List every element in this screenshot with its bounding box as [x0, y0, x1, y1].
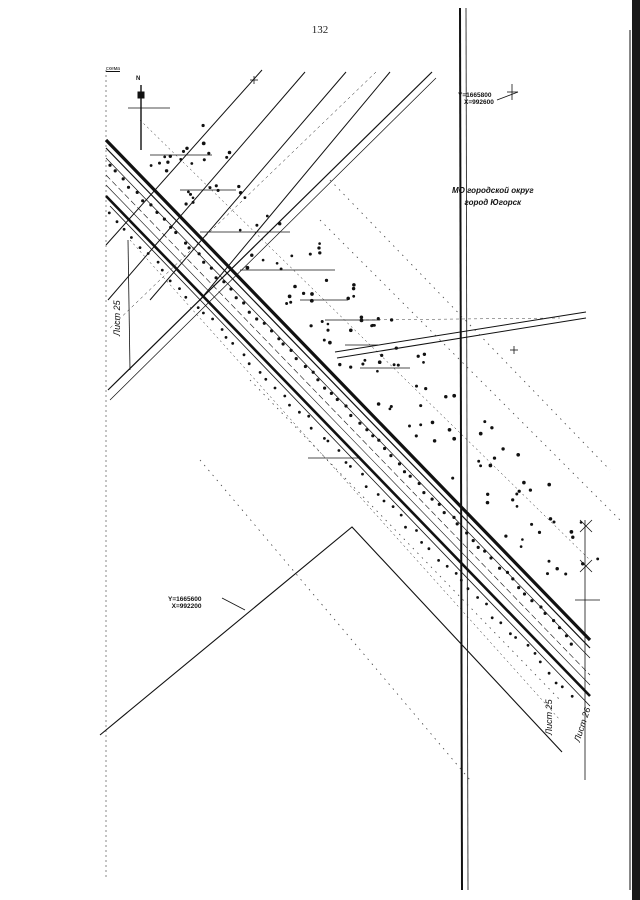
survey-point [243, 196, 246, 199]
survey-point [203, 158, 206, 161]
survey-point [428, 547, 431, 550]
survey-point [345, 461, 348, 464]
grid-ticks [250, 76, 592, 572]
survey-point [415, 385, 418, 388]
survey-point [437, 559, 440, 562]
survey-point [338, 363, 341, 366]
survey-point [141, 199, 144, 202]
survey-point [358, 422, 361, 425]
coordinate-y: Y=1665800 [458, 92, 492, 99]
survey-point [467, 587, 470, 590]
survey-point [527, 644, 530, 647]
survey-point [448, 428, 452, 432]
survey-point [116, 220, 119, 223]
survey-point [498, 567, 501, 570]
survey-point [114, 169, 117, 172]
survey-point [571, 695, 574, 698]
survey-point [486, 501, 490, 505]
survey-point [418, 482, 421, 485]
survey-point [310, 292, 314, 296]
survey-point [419, 404, 422, 407]
survey-point [360, 319, 364, 323]
survey-point [222, 280, 225, 283]
survey-point [327, 323, 330, 326]
survey-point [409, 475, 412, 478]
survey-point [451, 477, 454, 480]
survey-point [514, 636, 517, 639]
survey-point [274, 387, 277, 390]
survey-point [423, 353, 426, 356]
survey-point [277, 337, 280, 340]
survey-point [520, 545, 523, 548]
survey-point [210, 267, 213, 270]
survey-point [570, 530, 574, 534]
survey-point [383, 500, 386, 503]
survey-point [163, 218, 166, 221]
survey-point [346, 297, 350, 301]
survey-point [571, 536, 574, 539]
survey-point [255, 224, 258, 227]
survey-point [290, 255, 293, 258]
survey-point [127, 186, 130, 189]
survey-point [565, 634, 568, 637]
survey-point [302, 292, 305, 295]
survey-point [344, 404, 347, 407]
survey-point [198, 252, 201, 255]
survey-point [404, 526, 407, 529]
survey-point [288, 295, 292, 299]
survey-point [239, 229, 242, 232]
survey-point [433, 439, 436, 442]
survey-point [489, 464, 493, 468]
survey-point [476, 596, 479, 599]
survey-point [189, 193, 192, 196]
survey-point [393, 363, 396, 366]
survey-point [318, 251, 321, 254]
survey-point [139, 246, 142, 249]
survey-point [316, 378, 319, 381]
survey-point [377, 493, 380, 496]
survey-point [548, 672, 551, 675]
survey-point [377, 317, 380, 320]
survey-point [263, 322, 266, 325]
survey-point [504, 534, 507, 537]
survey-point [555, 682, 558, 685]
survey-point [570, 643, 573, 646]
survey-point [225, 156, 228, 159]
survey-point [349, 328, 353, 332]
survey-point [280, 267, 283, 270]
survey-point [246, 266, 250, 270]
survey-point [479, 464, 482, 467]
survey-point [239, 191, 242, 194]
survey-point [165, 169, 168, 172]
survey-point [182, 150, 185, 153]
survey-point [417, 355, 420, 358]
survey-point [298, 411, 301, 414]
survey-point [389, 454, 392, 457]
survey-point [424, 387, 427, 390]
survey-point [547, 483, 551, 487]
survey-point [530, 523, 533, 526]
survey-point [207, 152, 210, 155]
survey-point [511, 498, 514, 501]
coordinate-x: X=992200 [171, 603, 202, 610]
survey-point [486, 493, 489, 496]
survey-point [398, 462, 401, 465]
survey-point [185, 147, 188, 150]
survey-point [349, 366, 352, 369]
survey-point [318, 242, 321, 245]
survey-point [187, 191, 190, 194]
survey-point [147, 252, 150, 255]
survey-point [380, 354, 383, 357]
survey-point [243, 353, 246, 356]
callout-leaders [128, 108, 410, 458]
survey-point [516, 505, 519, 508]
survey-point [596, 557, 599, 560]
survey-point [323, 437, 326, 440]
survey-point [270, 329, 273, 332]
survey-point [400, 514, 403, 517]
survey-point [310, 427, 313, 430]
survey-point [529, 488, 532, 491]
survey-point [552, 520, 555, 523]
survey-point [282, 342, 285, 345]
survey-point [136, 191, 139, 194]
survey-point [163, 156, 166, 159]
survey-point [552, 619, 555, 622]
survey-point [431, 498, 434, 501]
sheet-label-right: Лист 26 [572, 706, 593, 744]
survey-point [228, 151, 232, 155]
survey-point [493, 456, 496, 459]
survey-point [549, 517, 552, 520]
survey-point [312, 371, 315, 374]
survey-point [509, 632, 512, 635]
survey-point [192, 201, 195, 204]
survey-point [465, 531, 468, 534]
survey-point [184, 242, 187, 245]
survey-point [197, 306, 200, 309]
coordinate-leaders [222, 84, 518, 610]
survey-point [456, 522, 459, 525]
frame-lines [106, 8, 630, 890]
survey-point [192, 196, 195, 199]
survey-point [521, 538, 524, 541]
survey-point [338, 449, 341, 452]
coordinate-southwest [168, 596, 201, 610]
survey-point [169, 280, 172, 283]
survey-point [215, 276, 218, 279]
survey-point [523, 592, 526, 595]
survey-point [506, 571, 509, 574]
survey-point [158, 162, 161, 165]
survey-point [209, 186, 212, 189]
survey-point [376, 370, 379, 373]
scan-edge [632, 0, 640, 900]
survey-point [295, 357, 298, 360]
survey-point [483, 420, 486, 423]
survey-point [489, 556, 492, 559]
survey-point [202, 142, 206, 146]
survey-point [123, 228, 126, 231]
survey-point [278, 222, 281, 225]
survey-point [515, 493, 518, 496]
road-corridor [106, 120, 590, 720]
survey-point [310, 299, 314, 303]
survey-point [564, 572, 567, 575]
survey-point [188, 246, 191, 249]
survey-point [201, 124, 204, 127]
survey-point [538, 531, 541, 534]
survey-point [479, 432, 483, 436]
survey-point [365, 485, 368, 488]
survey-point [323, 339, 326, 342]
coordinate-northeast [458, 92, 494, 106]
survey-point [548, 560, 551, 563]
survey-point [499, 621, 502, 624]
survey-point [166, 161, 169, 164]
survey-point [307, 415, 310, 418]
survey-point [419, 423, 422, 426]
survey-point [293, 285, 297, 289]
survey-point [352, 295, 355, 298]
survey-point [438, 503, 441, 506]
survey-point [472, 539, 475, 542]
survey-point [122, 177, 125, 180]
municipality-label [452, 185, 534, 209]
survey-point [262, 259, 265, 262]
survey-point [157, 261, 160, 264]
survey-point [178, 287, 181, 290]
survey-point [444, 395, 447, 398]
municipality-line-1: МО городской округ [452, 186, 534, 195]
survey-point [452, 437, 456, 441]
survey-point [309, 253, 312, 256]
survey-point [108, 164, 111, 167]
survey-point [485, 603, 488, 606]
survey-point [517, 586, 520, 589]
survey-point [202, 312, 205, 315]
survey-point [235, 296, 238, 299]
survey-point [361, 473, 364, 476]
survey-point [149, 203, 152, 206]
municipality-line-2: город Югорск [464, 198, 522, 207]
sheet-label-bottom: Лист 25 [544, 699, 554, 735]
survey-point [390, 405, 393, 408]
stamp-label: схема [106, 66, 120, 72]
triangle-boundary [100, 527, 562, 752]
survey-point [377, 439, 380, 442]
survey-point [289, 301, 292, 304]
survey-point [390, 318, 393, 321]
survey-point [561, 685, 564, 688]
survey-point [288, 404, 291, 407]
survey-point [377, 402, 381, 406]
survey-point [276, 262, 279, 265]
survey-point [518, 490, 521, 493]
survey-point [483, 550, 486, 553]
survey-point [477, 546, 480, 549]
survey-point [431, 421, 435, 425]
survey-point [361, 362, 364, 365]
survey-point [490, 426, 493, 429]
survey-point [309, 324, 312, 327]
survey-point [179, 158, 182, 161]
survey-point [169, 155, 172, 158]
survey-point [330, 392, 333, 395]
survey-point [317, 246, 320, 249]
survey-point [363, 359, 366, 362]
survey-point [229, 287, 232, 290]
survey-point [248, 311, 251, 314]
survey-point [397, 364, 400, 367]
survey-point [174, 231, 177, 234]
survey-point [491, 616, 494, 619]
survey-point [327, 440, 330, 443]
survey-point [544, 612, 547, 615]
survey-point [169, 226, 172, 229]
survey-point [250, 253, 253, 256]
survey-point [452, 516, 455, 519]
survey-point [242, 301, 245, 304]
survey-point [446, 565, 449, 568]
survey-point [130, 236, 133, 239]
survey-point [217, 189, 220, 192]
survey-point [283, 395, 286, 398]
survey-point [184, 296, 187, 299]
survey-point [259, 371, 262, 374]
survey-point [290, 349, 293, 352]
survey-point [336, 398, 339, 401]
survey-point [266, 215, 269, 218]
survey-point [237, 185, 240, 188]
survey-point [255, 317, 258, 320]
survey-point [422, 361, 425, 364]
survey-point [161, 269, 164, 272]
survey-point [373, 324, 376, 327]
survey-point [511, 577, 514, 580]
survey-point [370, 324, 373, 327]
survey-point [539, 605, 542, 608]
sheet-label-left: Лист 25 [112, 300, 122, 336]
survey-point [285, 302, 288, 305]
coordinate-x: X=992600 [464, 99, 494, 106]
survey-point [304, 365, 307, 368]
survey-point [323, 387, 326, 390]
survey-point [150, 164, 153, 167]
survey-point [546, 572, 549, 575]
survey-point [325, 279, 328, 282]
survey-point [408, 425, 411, 428]
survey-point [530, 599, 533, 602]
survey-point [395, 346, 398, 349]
survey-point [328, 341, 332, 345]
survey-point [555, 567, 558, 570]
survey-point [378, 360, 382, 364]
survey-point [455, 572, 458, 575]
survey-point [522, 481, 526, 485]
survey-point [225, 336, 228, 339]
survey-point [558, 626, 561, 629]
survey-point [415, 529, 418, 532]
survey-point [420, 541, 423, 544]
survey-point [415, 434, 418, 437]
survey-points [108, 124, 599, 698]
survey-point [403, 470, 406, 473]
survey-point [349, 414, 352, 417]
survey-point [460, 579, 463, 582]
survey-point [371, 434, 374, 437]
survey-point [155, 211, 158, 214]
survey-point [352, 287, 355, 290]
survey-point [349, 465, 352, 468]
survey-point [211, 318, 214, 321]
survey-point [185, 202, 188, 205]
survey-point [383, 447, 386, 450]
survey-point [443, 511, 446, 514]
survey-point [326, 329, 329, 332]
survey-point [365, 428, 368, 431]
survey-point [452, 394, 456, 398]
survey-point [190, 162, 193, 165]
survey-point [516, 453, 520, 457]
survey-point [321, 320, 324, 323]
survey-point [501, 447, 504, 450]
survey-point [221, 328, 224, 331]
survey-point [231, 342, 234, 345]
survey-point [264, 378, 267, 381]
survey-point [248, 362, 251, 365]
survey-point [108, 212, 111, 215]
survey-point [534, 652, 537, 655]
coordinate-y: Y=1665600 [168, 596, 202, 603]
survey-point [422, 491, 425, 494]
survey-point [360, 316, 364, 320]
survey-point [392, 505, 395, 508]
survey-point [202, 261, 205, 264]
page-number: 132 [311, 24, 329, 36]
survey-point [477, 460, 480, 463]
survey-point [352, 283, 356, 287]
north-marker-label: N [136, 76, 141, 82]
survey-point [215, 184, 218, 187]
survey-point [539, 661, 542, 664]
